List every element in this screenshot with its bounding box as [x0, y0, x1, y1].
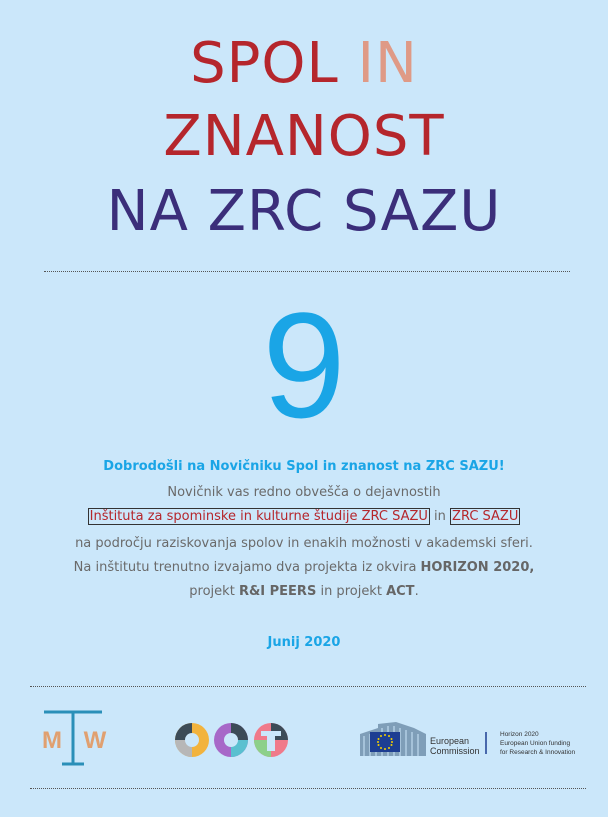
ec-name-line-1: European — [430, 736, 470, 746]
horizon-2020-text: HORIZON 2020, — [420, 560, 535, 575]
intro-line-4 — [0, 560, 608, 575]
title-line-3: NA ZRC SAZU — [106, 179, 502, 244]
act-letter-a — [175, 723, 209, 757]
act-letter-t — [254, 723, 288, 757]
mtw-letter-w: W — [83, 727, 107, 754]
intro-line-5-end: . — [414, 584, 419, 599]
institute-link[interactable]: Inštituta za spominske in kulturne študije ZRC SAZU — [89, 509, 428, 524]
intro-line-1: Novičnik vas redno obvešča o dejavnostih — [167, 485, 441, 500]
act-a-text: A — [191, 744, 193, 745]
issue-number: 9 — [262, 281, 346, 449]
divider-middle — [30, 686, 586, 687]
ec-name-line-2: Commission — [430, 746, 480, 756]
intro-line-5-pre: projekt — [189, 584, 235, 599]
intro-line-2 — [0, 509, 608, 524]
title-line-2: ZNANOST — [163, 104, 445, 169]
divider-bottom — [30, 788, 586, 789]
intro-line-5 — [0, 584, 608, 599]
ec-horizon-logo — [358, 720, 588, 760]
intro-line-5-mid: in projekt — [320, 584, 382, 599]
act-letter-c — [214, 723, 248, 757]
divider-top — [44, 271, 570, 272]
in-word: in — [434, 509, 446, 524]
h2020-line-2: European Union funding — [500, 740, 571, 747]
welcome-text: Dobrodošli na Novičniku Spol in znanost na ZRC SAZU! — [103, 459, 505, 474]
h2020-line-3: for Research & Innovation — [500, 749, 576, 756]
title-spol: SPOL — [190, 31, 339, 96]
title-line-1 — [0, 32, 608, 96]
act-logo — [172, 720, 292, 760]
ri-peers-text: R&I PEERS — [238, 584, 317, 599]
zrc-sazu-link[interactable]: ZRC SAZU — [452, 509, 519, 524]
mtw-letter-m: M — [42, 727, 62, 754]
issue-date: Junij 2020 — [267, 635, 341, 650]
mtw-logo — [38, 706, 108, 770]
act-c-text: C — [230, 744, 232, 745]
act-t-text: T — [270, 744, 272, 745]
title-in: IN — [357, 31, 418, 96]
act-text: ACT — [386, 584, 415, 599]
intro-line-3: na področju raziskovanja spolov in enakih možnosti v akademski sferi. — [75, 536, 533, 551]
h2020-line-1: Horizon 2020 — [500, 731, 539, 738]
intro-line-4-text: Na inštitutu trenutno izvajamo dva projekta iz okvira — [73, 560, 417, 575]
